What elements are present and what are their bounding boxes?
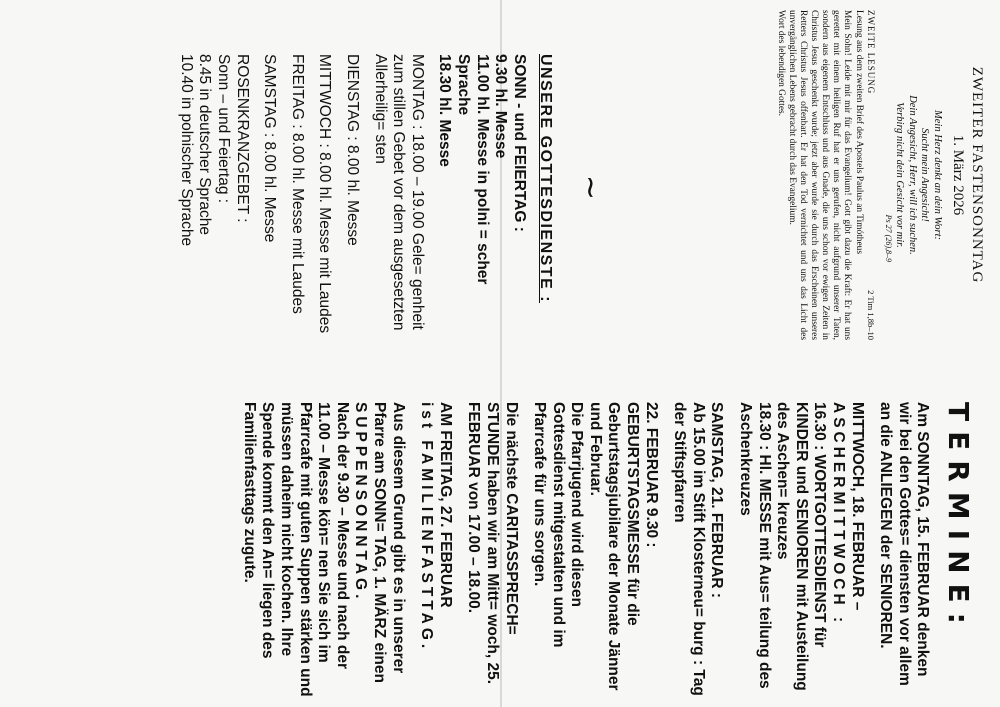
sunday-service-2: 11.00 hl. Messe in polni = scher Sprache <box>455 54 491 285</box>
sunday-heading: ZWEITER FASTENSONNTAG <box>969 66 985 284</box>
rosary-line-2: 8.45 in deutscher Sprache <box>196 54 214 235</box>
soup-sunday-intro: Aus diesem Grund gibt es in unserer Pfarre am SONN= TAG, 1. MÄRZ einen <box>370 402 407 683</box>
wednesday-service: MITTWOCH : 8.00 hl. Messe mit Laudes <box>316 54 334 334</box>
tilde-ornament: ∼ <box>573 174 609 201</box>
event-soup-sunday <box>239 402 406 702</box>
ash-wednesday-1630: 16.30 : WORTGOTTESDIENST für KINDER und SENIOREN mit Austeilung des Aschen= kreuzes <box>774 402 829 691</box>
reading-closing: Wort des lebendigen Gottes. <box>775 10 786 116</box>
rosary-title: ROSENKRANZGEBET : <box>233 54 251 223</box>
ash-wednesday-1830: 18.30 : Hl. MESSE mit Aus= teilung des Aschenkreuzes <box>737 402 773 689</box>
tuesday-service: DIENSTAG : 8.00 hl. Messe <box>344 54 362 246</box>
stiftspfarren-text: Ab 15.00 im Stift Klosterneu= burg : Tag der Stiftspfarren <box>671 402 707 696</box>
psalm-line: Verbirg nicht dein Gesicht vor mir. <box>894 102 906 248</box>
psalm-verse <box>893 10 943 340</box>
event-family-fast <box>417 402 454 702</box>
birthday-mass-date: 22. FEBRUAR 9.30 : <box>642 402 660 548</box>
sunday-service-3: 18.30 hl. Messe <box>436 54 454 167</box>
saturday-service: SAMSTAG : 8.00 hl. Messe <box>261 54 279 243</box>
soup-sunday-label: SUPPENSONNTAG. <box>352 402 370 603</box>
events-panel <box>239 402 975 702</box>
event-ash-wednesday <box>735 402 865 702</box>
rosary-line-3: 10.40 in polnischer Sprache <box>177 54 195 247</box>
services-panel <box>176 54 555 344</box>
family-fast-date: AM FREITAG, 27. FEBRUAR <box>436 402 454 608</box>
reading-body <box>775 10 876 340</box>
event-seniors-sunday: Am SONNTAG, 15. FEBRUAR denken wir bei den Gottes= diensten vor allem an die ANLIEGEN der SENIOREN. <box>877 402 932 686</box>
services-title: UNSERE GOTTESDIENSTE : <box>537 54 554 304</box>
event-stiftspfarren <box>670 402 726 702</box>
psalm-reference: Ps 27 (26),8–9 <box>883 214 893 262</box>
ash-wednesday-date: MITTWOCH, 18. FEBRUAR – <box>848 402 866 611</box>
reading-intro: Lesung aus dem zweiten Brief des Apostels Paulus an Timótheus <box>853 10 864 254</box>
family-fast-label: ist FAMILIENFASTTAG. <box>418 402 436 653</box>
sunday-service-1: 9.30 hl. Messe <box>492 54 510 159</box>
ash-wednesday-label: ASCHERMITTWOCH : <box>830 402 848 627</box>
monday-service: MONTAG : 18.00 – 19.00 Gele= genheit zum stillen Gebet vor dem ausgesetzten Allerheilig= sten <box>371 54 426 331</box>
reading-panel <box>775 10 985 340</box>
event-birthday-mass <box>530 402 660 702</box>
reading-label: ZWEITE LESUNG <box>865 10 876 95</box>
events-title: TERMINE: <box>942 402 975 634</box>
birthday-mass-youth: Die Pfarrjugend wird diesen Gottesdienst mitgestalten und im Pfarrcafe für uns sorgen. <box>531 402 586 648</box>
stiftspfarren-date: SAMSTAG, 21. FEBRUAR : <box>708 402 726 599</box>
reading-text: Mein Sohn! Leide mit mir für das Evangelium! Gott gibt dazu die Kraft: Er hat uns gerettet mit einem heiligen Ruf hat er uns gerufen, nicht aufgrund unserer Taten, sondern aus eigenem Entschluss und aus Gnade, die uns schon vor ewigen Zeiten in Christus Jesus geschenkt wurde; jetzt aber wurde sie durch das Erscheinen unseres Retters Christus Jesus offenbart. Er hat den Tod vernichtet und uns das Licht des unvergänglichen Lebens gebracht durch das Evangelium. <box>786 10 853 340</box>
psalm-line: Dein Angesicht, Herr, will ich suchen. <box>906 95 918 255</box>
reading-reference: 2 Tim 1,8b–10 <box>865 290 876 340</box>
sunday-date: 1. März 2026 <box>950 134 966 216</box>
rosary-line-1: Sonn – und Feiertag : <box>215 54 233 204</box>
psalm-line: Sucht mein Angesicht! <box>919 128 931 222</box>
friday-service: FREITAG : 8.00 hl. Messe mit Laudes <box>288 54 306 314</box>
sunday-services-title: SONN - und FEIERTAG : <box>510 54 528 232</box>
event-caritas: Die nächste CARITASSPRECH= STUNDE haben wir am Mitt= woch, 25. FEBRUAR von 17.00 – 18.00. <box>465 402 520 685</box>
psalm-line: Mein Herz denkt an dein Wort: <box>932 110 943 240</box>
soup-sunday-text: Nach der 9.30 – Messe und nach der 11.00 – Messe kön= nen Sie sich im Pfarrcafe mit guten Suppen stärken und müssen daheim nicht kochen. Ihre Spende kommt den An= liegen des Familienfasttags zugute. <box>240 402 351 697</box>
birthday-mass-text: GEBURTSTAGSMESSE für die Geburtstagsjubilare der Monate Jänner und Februar. <box>586 402 642 691</box>
